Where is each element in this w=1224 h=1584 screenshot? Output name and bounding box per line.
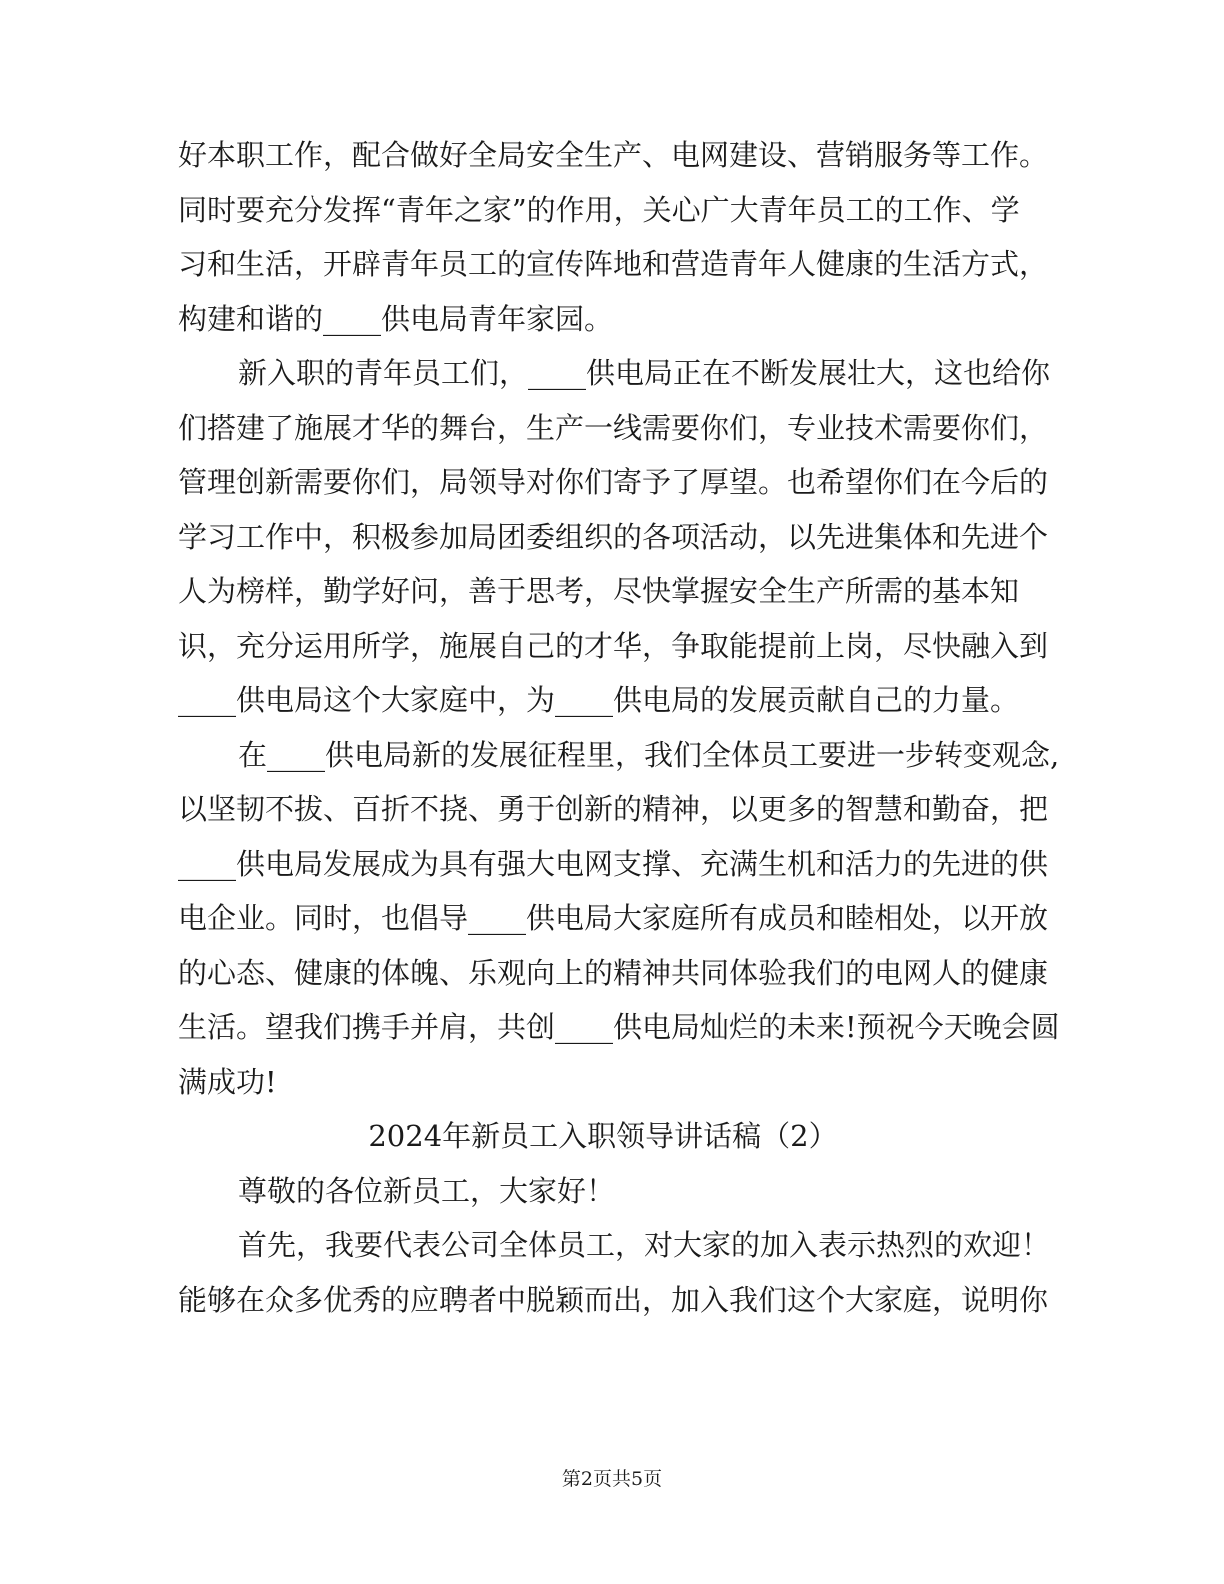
text-line: 尊敬的各位新员工，大家好！ xyxy=(238,1173,616,1208)
text-line: 在____供电局新的发展征程里，我们全体员工要进一步转变观念, xyxy=(238,737,1060,772)
document-body xyxy=(178,128,1060,1327)
text-line: 电企业。同时，也倡导____供电局大家庭所有成员和睦相处，以开放 xyxy=(178,901,1049,935)
text-line: ____供电局发展成为具有强大电网支撑、充满生机和活力的先进的供 xyxy=(178,846,1049,881)
paragraph-2 xyxy=(178,346,1051,728)
text-line: 识，充分运用所学，施展自己的才华，争取能提前上岗，尽快融入到 xyxy=(178,628,1049,663)
text-line: 生活。望我们携手并肩，共创____供电局灿烂的未来!预祝今天晚会圆 xyxy=(178,1010,1060,1044)
text-line: 学习工作中，积极参加局团委组织的各项活动，以先进集体和先进个 xyxy=(178,519,1049,554)
text-line: 同时要充分发挥“青年之家”的作用，关心广大青年员工的工作、学 xyxy=(178,192,1020,227)
paragraph-3 xyxy=(178,728,1060,1110)
text-line: 人为榜样，勤学好问，善于思考，尽快掌握安全生产所需的基本知 xyxy=(178,574,1020,608)
page-number-footer: 第2页共5页 xyxy=(561,1468,663,1490)
text-line: 能够在众多优秀的应聘者中脱颖而出，加入我们这个大家庭，说明你 xyxy=(178,1282,1049,1317)
text-line: 们搭建了施展才华的舞台，生产一线需要你们，专业技术需要你们， xyxy=(178,410,1049,445)
paragraph-1 xyxy=(178,128,1049,346)
paragraph-welcome xyxy=(178,1218,1051,1327)
text-line: 首先，我要代表公司全体员工，对大家的加入表示热烈的欢迎！ xyxy=(238,1228,1051,1262)
section-heading: 2024年新员工入职领导讲话稿（2） xyxy=(368,1119,838,1153)
text-line: 管理创新需要你们，局领导对你们寄予了厚望。也希望你们在今后的 xyxy=(178,465,1049,499)
text-line: 新入职的青年员工们，____供电局正在不断发展壮大，这也给你 xyxy=(238,356,1051,390)
text-line: 以坚韧不拔、百折不挠、勇于创新的精神，以更多的智慧和勤奋，把 xyxy=(178,792,1049,826)
text-line: 好本职工作，配合做好全局安全生产、电网建设、营销服务等工作。 xyxy=(178,138,1049,172)
text-line: 习和生活，开辟青年员工的宣传阵地和营造青年人健康的生活方式， xyxy=(178,247,1049,281)
text-line: 的心态、健康的体魄、乐观向上的精神共同体验我们的电网人的健康 xyxy=(178,955,1049,990)
paragraph-greeting xyxy=(178,1164,1028,1219)
text-line: 构建和谐的____供电局青年家园。 xyxy=(178,301,614,336)
text-line: ____供电局这个大家庭中，为____供电局的发展贡献自己的力量。 xyxy=(178,683,1020,717)
text-line: 满成功! xyxy=(178,1064,277,1099)
